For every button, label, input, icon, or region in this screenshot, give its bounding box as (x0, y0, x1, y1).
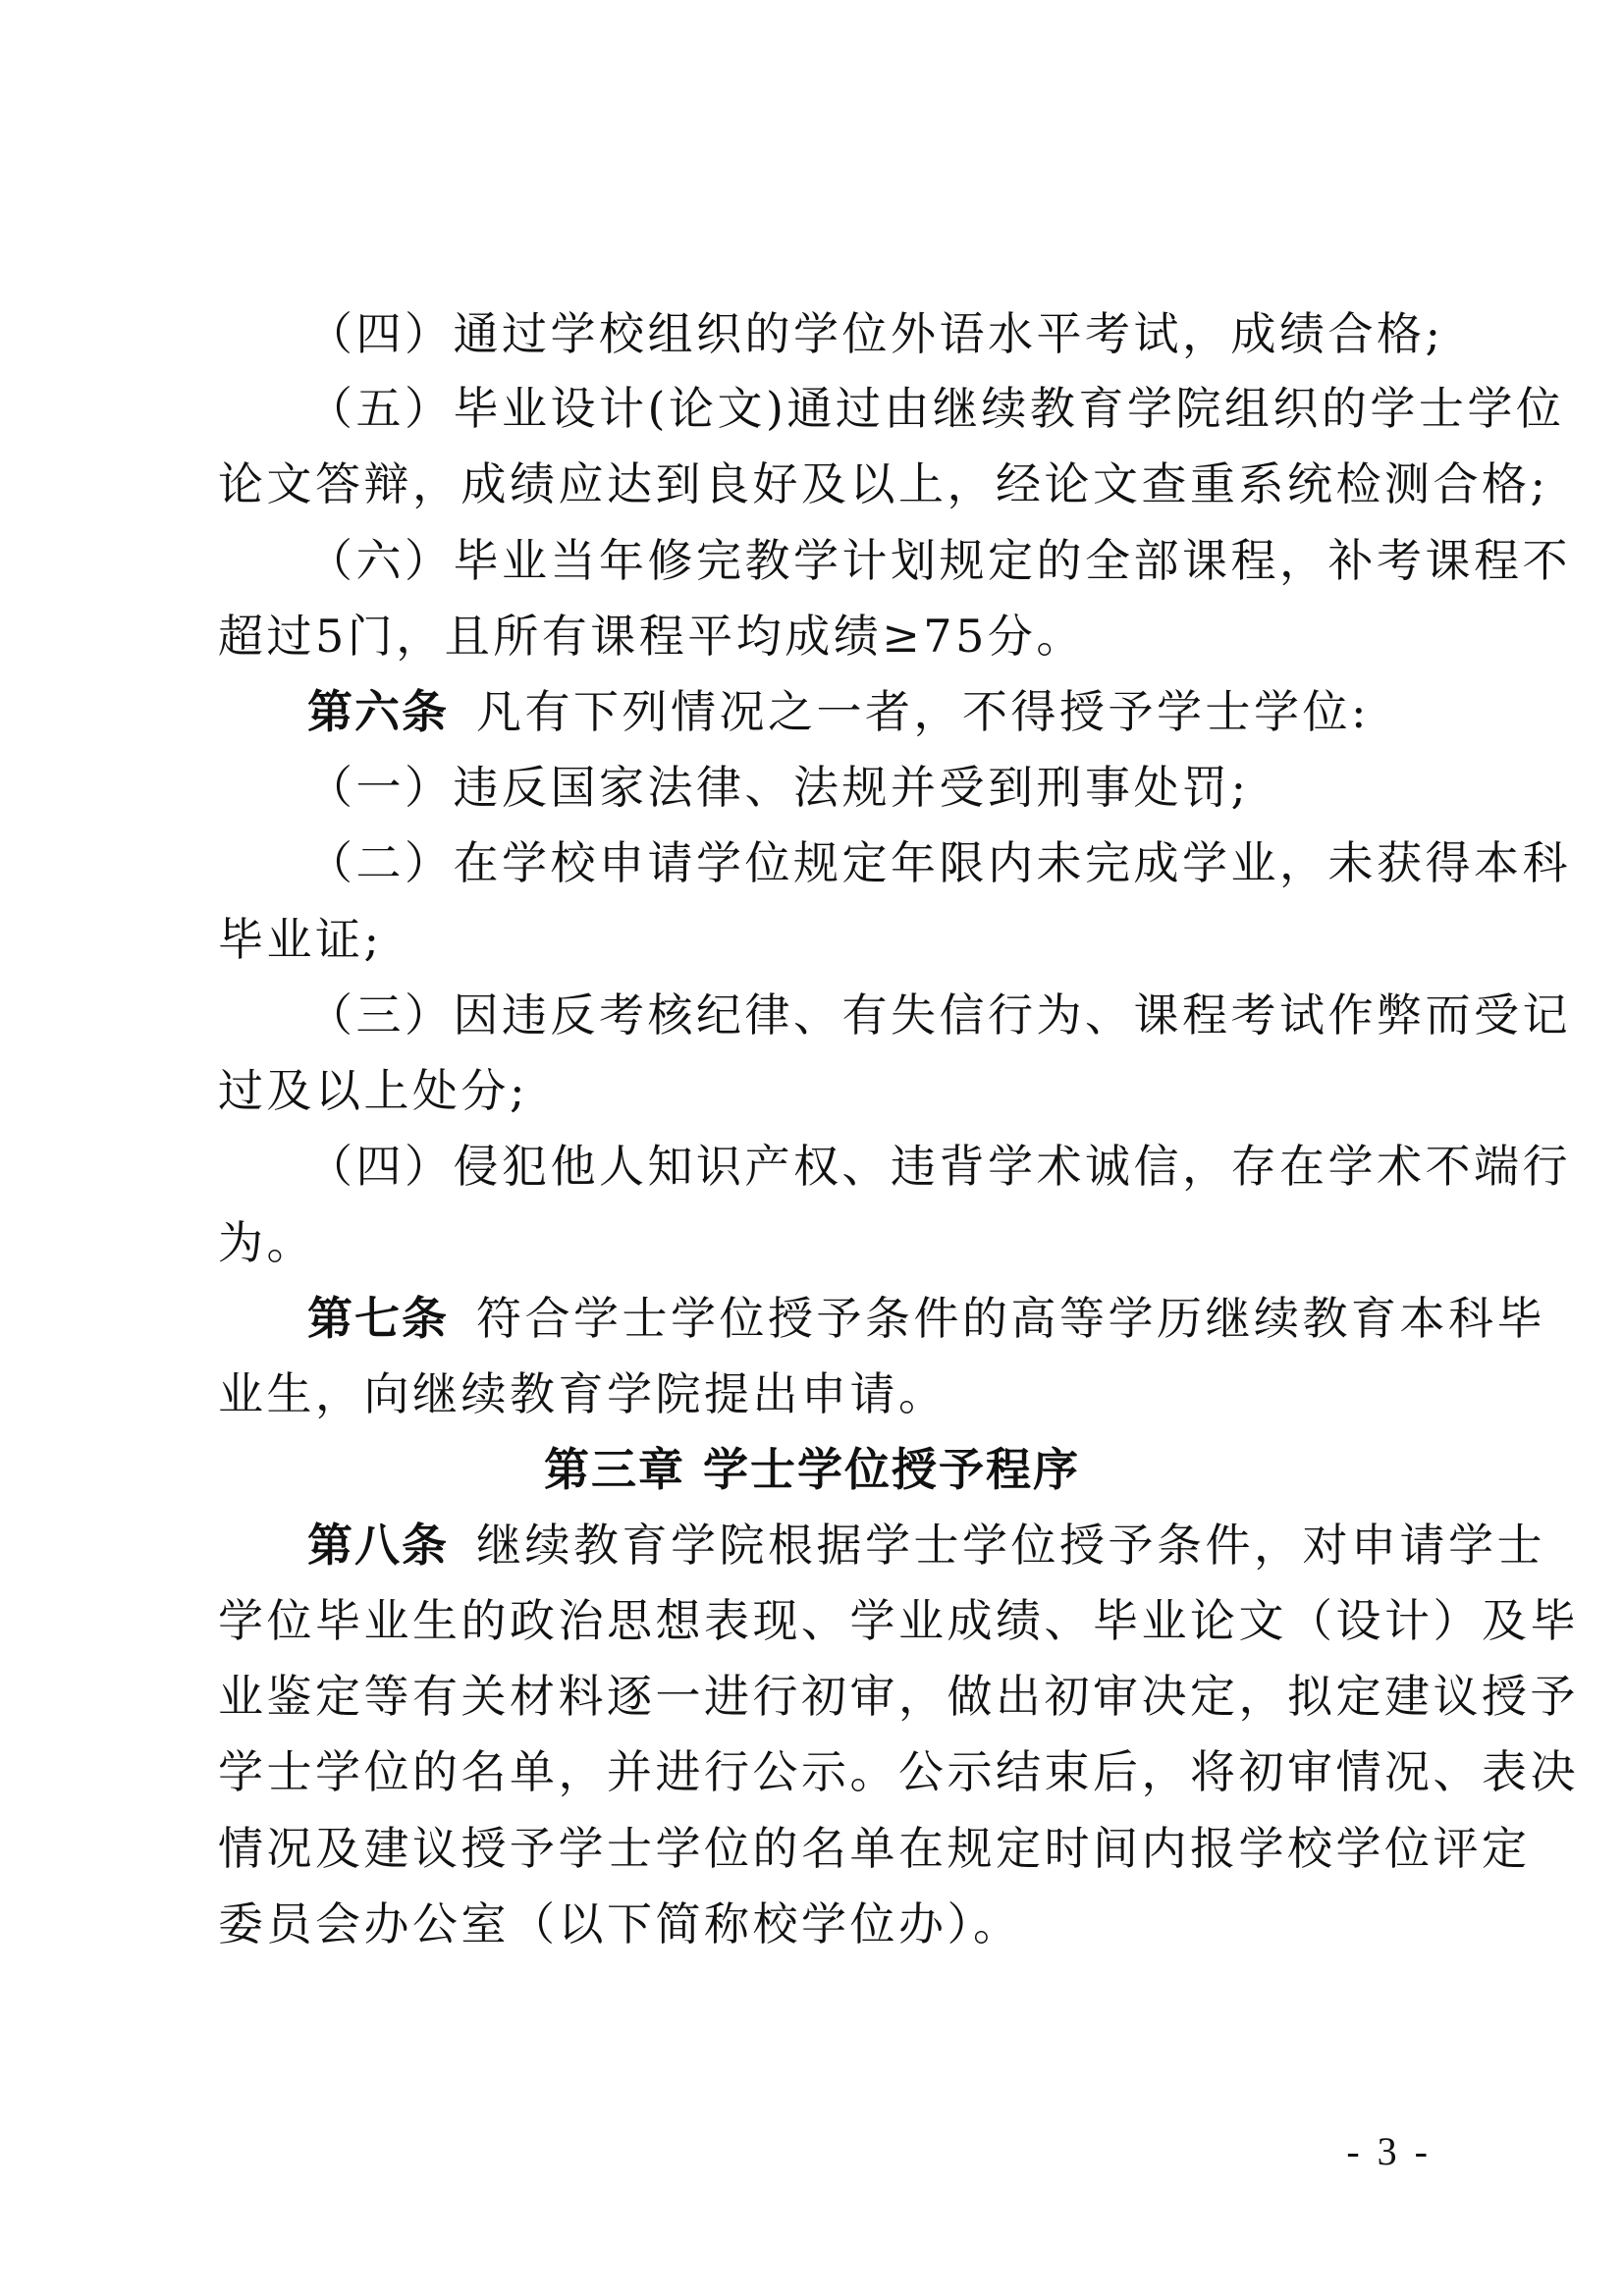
article-8-text: 继续教育学院根据学士学位授予条件，对申请学士 (476, 1519, 1545, 1572)
article-8-title: 第八条 (307, 1519, 449, 1572)
paragraph-line: 业生，向继续教育学院提出申请。 (218, 1367, 947, 1420)
paragraph-line: （四）侵犯他人知识产权、违背学术诚信，存在学术不端行 (307, 1140, 1571, 1193)
paragraph-line: （五）毕业设计(论文)通过由继续教育学院组织的学士学位 (307, 382, 1565, 435)
paragraph-line: 学位毕业生的政治思想表现、学业成绩、毕业论文（设计）及毕 (218, 1594, 1579, 1647)
article-7-text: 符合学士学位授予条件的高等学历继续教育本科毕 (476, 1292, 1545, 1345)
paragraph-line: （三）因违反考核纪律、有失信行为、课程考试作弊而受记 (307, 988, 1571, 1041)
page-number: - 3 - (1346, 2129, 1432, 2173)
paragraph-line: 业鉴定等有关材料逐一进行初审，做出初审决定，拟定建议授予 (218, 1670, 1579, 1723)
paragraph-line: 超过5门，且所有课程平均成绩≥75分。 (218, 610, 1085, 663)
paragraph-line: 情况及建议授予学士学位的名单在规定时间内报学校学位评定 (218, 1822, 1531, 1875)
paragraph-line: 学士学位的名单，并进行公示。公示结束后，将初审情况、表决 (218, 1745, 1579, 1798)
paragraph-line: 委员会办公室（以下简称校学位办）。 (218, 1897, 1022, 1950)
paragraph-line: 毕业证; (218, 913, 383, 966)
paragraph-line: 论文答辩，成绩应达到良好及以上，经论文查重系统检测合格; (218, 457, 1549, 510)
article-6-text: 凡有下列情况之一者，不得授予学士学位: (476, 685, 1370, 738)
paragraph-line: 过及以上处分; (218, 1064, 528, 1117)
paragraph-line: （二）在学校申请学位规定年限内未完成学业，未获得本科 (307, 836, 1571, 889)
article-6-title: 第六条 (307, 685, 449, 738)
paragraph-line: （四）通过学校组织的学位外语水平考试，成绩合格; (307, 307, 1444, 360)
article-6 (307, 686, 1428, 737)
chapter-title: 第三章 学士学位授予程序 (543, 1443, 1080, 1496)
paragraph-line: 为。 (218, 1216, 315, 1269)
paragraph-line: （一）违反国家法律、法规并受到刑事处罚; (307, 761, 1250, 814)
article-7-title: 第七条 (307, 1292, 449, 1345)
article-8 (307, 1519, 1545, 1572)
article-7 (307, 1292, 1545, 1345)
paragraph-line: （六）毕业当年修完教学计划规定的全部课程，补考课程不 (307, 534, 1571, 587)
